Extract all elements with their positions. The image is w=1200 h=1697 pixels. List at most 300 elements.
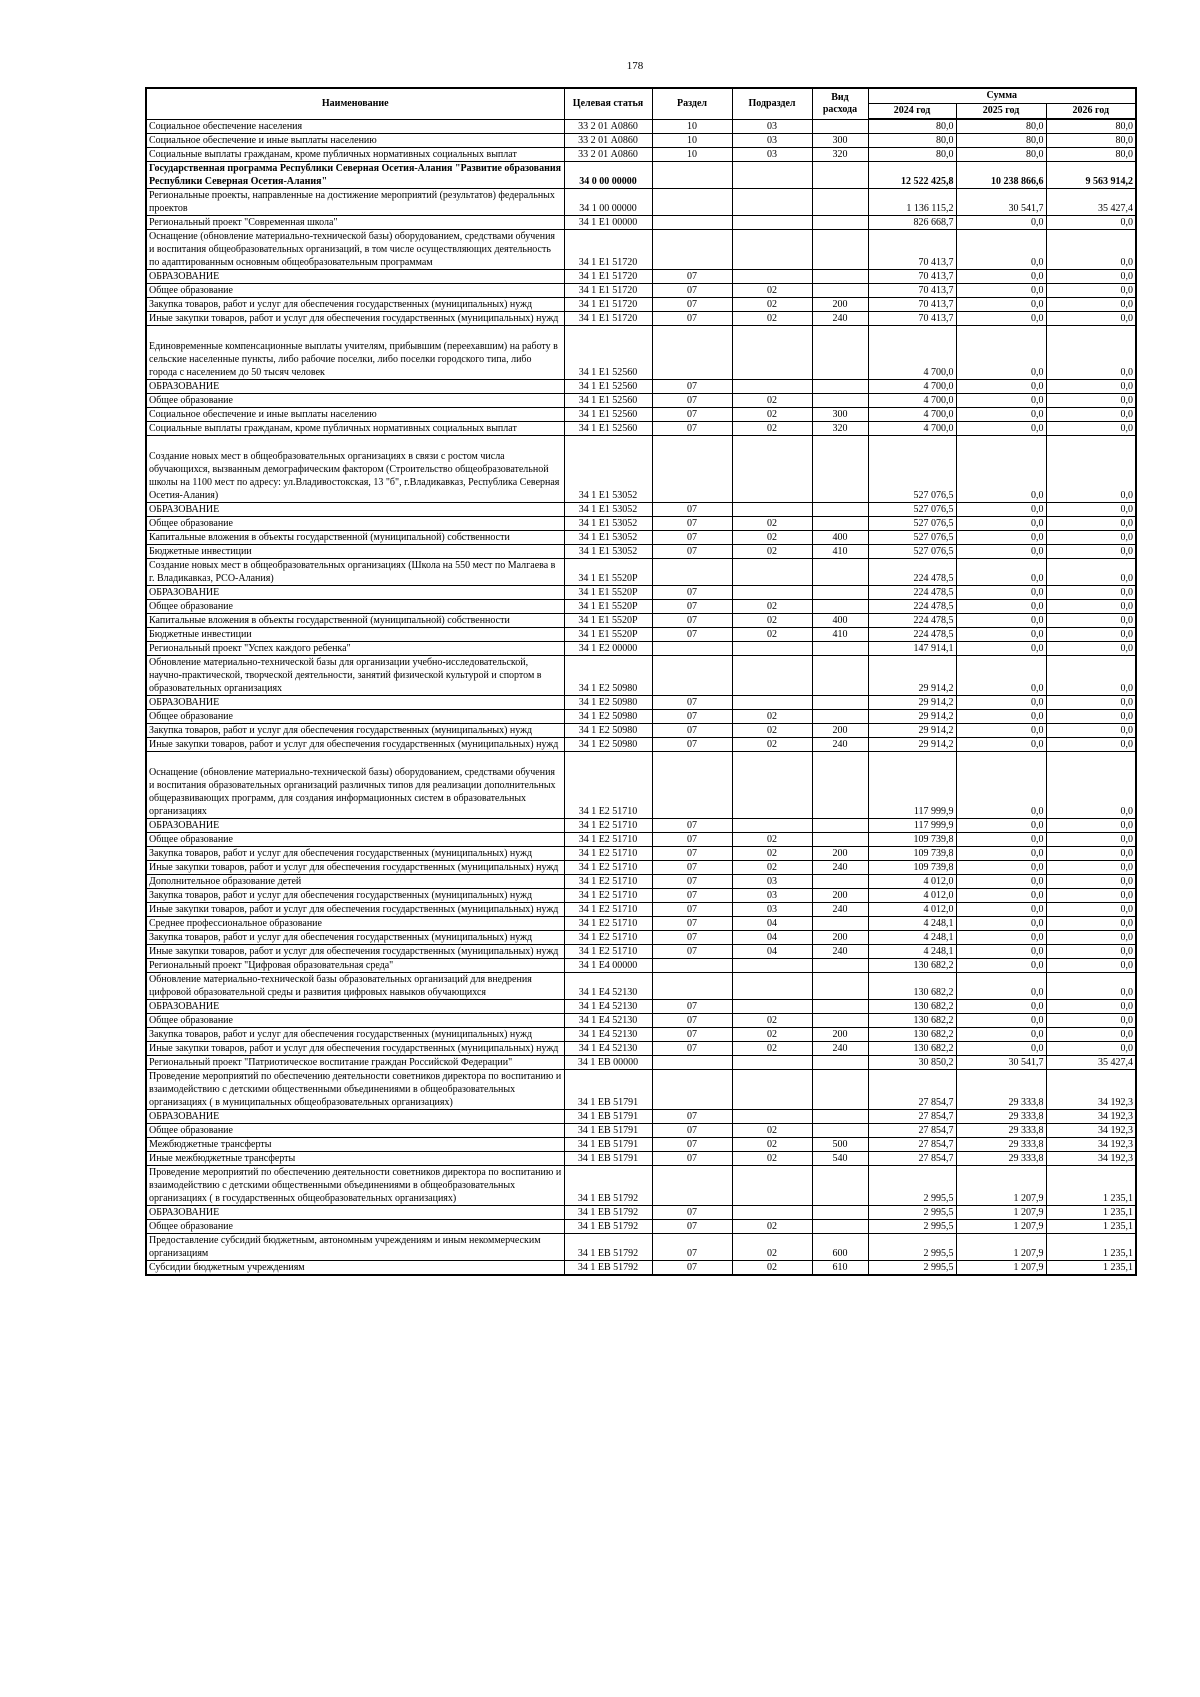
row-sum-2026-cell: 0,0 — [1046, 903, 1136, 917]
row-subsection-cell: 02 — [732, 1220, 812, 1234]
row-sum-2024-cell: 29 914,2 — [868, 710, 956, 724]
row-subsection-cell: 02 — [732, 394, 812, 408]
row-sum-2025-cell: 0,0 — [956, 752, 1046, 819]
row-section-cell: 07 — [652, 1138, 732, 1152]
row-sum-2025-cell: 1 207,9 — [956, 1166, 1046, 1206]
row-sum-2025-cell: 0,0 — [956, 517, 1046, 531]
table-row — [146, 642, 1136, 656]
row-subsection-cell: 02 — [732, 833, 812, 847]
row-sum-2026-cell: 0,0 — [1046, 1028, 1136, 1042]
row-name-cell: Бюджетные инвестиции — [146, 628, 564, 642]
row-sum-2024-cell: 527 076,5 — [868, 503, 956, 517]
row-expense-type-cell — [812, 1014, 868, 1028]
row-sum-2026-cell: 35 427,4 — [1046, 189, 1136, 216]
row-name-cell: ОБРАЗОВАНИЕ — [146, 819, 564, 833]
row-sum-2026-cell: 0,0 — [1046, 545, 1136, 559]
row-target-article-cell: 34 1 Е4 52130 — [564, 1014, 652, 1028]
row-expense-type-cell: 410 — [812, 545, 868, 559]
row-subsection-cell: 02 — [732, 600, 812, 614]
row-section-cell — [652, 162, 732, 189]
row-subsection-cell: 03 — [732, 134, 812, 148]
row-subsection-cell: 02 — [732, 1234, 812, 1261]
row-sum-2024-cell: 30 850,2 — [868, 1056, 956, 1070]
row-section-cell: 07 — [652, 1124, 732, 1138]
row-expense-type-cell — [812, 1220, 868, 1234]
row-subsection-cell: 02 — [732, 847, 812, 861]
row-sum-2024-cell: 70 413,7 — [868, 312, 956, 326]
row-sum-2026-cell: 1 235,1 — [1046, 1261, 1136, 1276]
row-sum-2024-cell: 109 739,8 — [868, 861, 956, 875]
row-sum-2026-cell: 34 192,3 — [1046, 1138, 1136, 1152]
row-sum-2025-cell: 0,0 — [956, 614, 1046, 628]
row-expense-type-cell: 400 — [812, 614, 868, 628]
table-row — [146, 889, 1136, 903]
row-name-cell: Социальные выплаты гражданам, кроме публичных нормативных социальных выплат — [146, 422, 564, 436]
row-expense-type-cell — [812, 1166, 868, 1206]
row-sum-2025-cell: 0,0 — [956, 738, 1046, 752]
row-name-cell: Проведение мероприятий по обеспечению деятельности советников директора по воспитанию и взаимодействию с детскими общественными объединениями в общеобразовательных организациях ( в государственных общеобразовательных организациях) — [146, 1166, 564, 1206]
row-section-cell: 07 — [652, 889, 732, 903]
row-name-cell: Обновление материально-технической базы для организации учебно-исследовательской, научно-практической, творческой деятельности, занятий физической культурой и спортом в образовательных организациях — [146, 656, 564, 696]
row-target-article-cell: 33 2 01 А0860 — [564, 119, 652, 134]
row-section-cell: 07 — [652, 724, 732, 738]
row-target-article-cell: 34 1 Е2 51710 — [564, 917, 652, 931]
row-name-cell: Оснащение (обновление материально-технической базы) оборудованием, средствами обучения и воспитания образовательных организаций различных типов для реализации дополнительных общеразвивающих программ, для создания информационных систем в образовательных организациях — [146, 752, 564, 819]
row-sum-2026-cell: 0,0 — [1046, 710, 1136, 724]
row-target-article-cell: 34 1 Е2 50980 — [564, 724, 652, 738]
row-sum-2026-cell: 80,0 — [1046, 119, 1136, 134]
row-sum-2025-cell: 0,0 — [956, 833, 1046, 847]
row-subsection-cell: 03 — [732, 875, 812, 889]
row-target-article-cell: 34 1 Е1 5520Р — [564, 614, 652, 628]
row-sum-2024-cell: 130 682,2 — [868, 1028, 956, 1042]
row-sum-2025-cell: 10 238 866,6 — [956, 162, 1046, 189]
row-section-cell: 07 — [652, 861, 732, 875]
row-subsection-cell: 02 — [732, 517, 812, 531]
row-target-article-cell: 34 1 ЕВ 51791 — [564, 1138, 652, 1152]
row-target-article-cell: 34 1 Е4 52130 — [564, 1000, 652, 1014]
row-expense-type-cell: 200 — [812, 847, 868, 861]
row-expense-type-cell: 240 — [812, 903, 868, 917]
row-sum-2024-cell: 224 478,5 — [868, 614, 956, 628]
row-expense-type-cell: 410 — [812, 628, 868, 642]
row-sum-2024-cell: 70 413,7 — [868, 230, 956, 270]
row-sum-2024-cell: 4 248,1 — [868, 917, 956, 931]
row-name-cell: Капитальные вложения в объекты государственной (муниципальной) собственности — [146, 531, 564, 545]
row-target-article-cell: 34 1 Е2 51710 — [564, 875, 652, 889]
row-name-cell: Социальные выплаты гражданам, кроме публичных нормативных социальных выплат — [146, 148, 564, 162]
table-row — [146, 436, 1136, 503]
row-sum-2024-cell: 29 914,2 — [868, 724, 956, 738]
table-row — [146, 1206, 1136, 1220]
table-row — [146, 1000, 1136, 1014]
row-sum-2024-cell: 4 012,0 — [868, 889, 956, 903]
row-name-cell: Общее образование — [146, 1220, 564, 1234]
row-sum-2026-cell: 1 235,1 — [1046, 1234, 1136, 1261]
row-subsection-cell — [732, 586, 812, 600]
table-row — [146, 1234, 1136, 1261]
table-row — [146, 931, 1136, 945]
row-expense-type-cell: 240 — [812, 738, 868, 752]
row-target-article-cell: 33 2 01 А0860 — [564, 148, 652, 162]
row-target-article-cell: 34 1 Е1 53052 — [564, 517, 652, 531]
table-row — [146, 1166, 1136, 1206]
row-expense-type-cell — [812, 1206, 868, 1220]
row-expense-type-cell — [812, 230, 868, 270]
row-sum-2026-cell: 0,0 — [1046, 380, 1136, 394]
row-sum-2025-cell: 0,0 — [956, 422, 1046, 436]
row-sum-2024-cell: 4 248,1 — [868, 945, 956, 959]
table-row — [146, 752, 1136, 819]
row-sum-2024-cell: 826 668,7 — [868, 216, 956, 230]
row-subsection-cell: 02 — [732, 1124, 812, 1138]
row-name-cell: Общее образование — [146, 394, 564, 408]
row-name-cell: ОБРАЗОВАНИЕ — [146, 1110, 564, 1124]
row-target-article-cell: 34 1 ЕВ 51792 — [564, 1234, 652, 1261]
row-name-cell: Социальное обеспечение и иные выплаты населению — [146, 134, 564, 148]
table-row — [146, 119, 1136, 134]
row-expense-type-cell: 610 — [812, 1261, 868, 1276]
row-sum-2024-cell: 117 999,9 — [868, 819, 956, 833]
row-subsection-cell — [732, 1110, 812, 1124]
row-section-cell — [652, 326, 732, 380]
row-sum-2026-cell: 34 192,3 — [1046, 1152, 1136, 1166]
row-name-cell: Дополнительное образование детей — [146, 875, 564, 889]
row-sum-2026-cell: 0,0 — [1046, 738, 1136, 752]
row-sum-2026-cell: 0,0 — [1046, 1042, 1136, 1056]
row-expense-type-cell: 200 — [812, 1028, 868, 1042]
row-expense-type-cell: 240 — [812, 861, 868, 875]
row-target-article-cell: 34 1 Е2 51710 — [564, 903, 652, 917]
row-subsection-cell — [732, 696, 812, 710]
table-row — [146, 545, 1136, 559]
row-subsection-cell — [732, 959, 812, 973]
row-sum-2024-cell: 2 995,5 — [868, 1234, 956, 1261]
row-sum-2024-cell: 29 914,2 — [868, 656, 956, 696]
row-target-article-cell: 34 1 ЕВ 51791 — [564, 1070, 652, 1110]
row-sum-2024-cell: 27 854,7 — [868, 1124, 956, 1138]
row-expense-type-cell — [812, 1000, 868, 1014]
row-target-article-cell: 34 1 Е1 5520Р — [564, 586, 652, 600]
row-target-article-cell: 34 1 Е1 52560 — [564, 422, 652, 436]
row-subsection-cell: 02 — [732, 738, 812, 752]
row-sum-2024-cell: 527 076,5 — [868, 531, 956, 545]
table-row — [146, 394, 1136, 408]
row-sum-2024-cell: 224 478,5 — [868, 628, 956, 642]
table-row — [146, 1220, 1136, 1234]
row-sum-2025-cell: 0,0 — [956, 931, 1046, 945]
row-sum-2024-cell: 224 478,5 — [868, 586, 956, 600]
row-name-cell: Региональный проект "Современная школа" — [146, 216, 564, 230]
table-row — [146, 861, 1136, 875]
row-subsection-cell — [732, 656, 812, 696]
row-name-cell: Общее образование — [146, 710, 564, 724]
row-sum-2024-cell: 27 854,7 — [868, 1152, 956, 1166]
row-sum-2026-cell: 0,0 — [1046, 270, 1136, 284]
row-name-cell: Межбюджетные трансферты — [146, 1138, 564, 1152]
row-section-cell: 07 — [652, 270, 732, 284]
row-subsection-cell — [732, 1166, 812, 1206]
row-expense-type-cell: 240 — [812, 312, 868, 326]
row-sum-2025-cell: 0,0 — [956, 973, 1046, 1000]
row-sum-2026-cell: 0,0 — [1046, 819, 1136, 833]
row-expense-type-cell: 500 — [812, 1138, 868, 1152]
row-sum-2026-cell: 1 235,1 — [1046, 1166, 1136, 1206]
row-section-cell — [652, 752, 732, 819]
row-sum-2026-cell: 0,0 — [1046, 889, 1136, 903]
row-expense-type-cell — [812, 1056, 868, 1070]
table-row — [146, 600, 1136, 614]
row-sum-2026-cell: 0,0 — [1046, 628, 1136, 642]
row-expense-type-cell — [812, 216, 868, 230]
row-subsection-cell: 04 — [732, 945, 812, 959]
row-sum-2025-cell: 0,0 — [956, 889, 1046, 903]
row-section-cell: 07 — [652, 614, 732, 628]
row-sum-2025-cell: 0,0 — [956, 819, 1046, 833]
row-target-article-cell: 34 1 Е2 51710 — [564, 752, 652, 819]
row-sum-2026-cell: 0,0 — [1046, 394, 1136, 408]
row-sum-2025-cell: 0,0 — [956, 642, 1046, 656]
row-target-article-cell: 34 1 Е1 52560 — [564, 326, 652, 380]
row-target-article-cell: 34 1 Е1 51720 — [564, 270, 652, 284]
row-name-cell: Социальное обеспечение населения — [146, 119, 564, 134]
row-sum-2026-cell: 0,0 — [1046, 752, 1136, 819]
row-subsection-cell: 02 — [732, 1028, 812, 1042]
row-name-cell: Общее образование — [146, 284, 564, 298]
row-sum-2024-cell: 29 914,2 — [868, 738, 956, 752]
row-expense-type-cell: 320 — [812, 148, 868, 162]
row-target-article-cell: 34 1 ЕВ 51791 — [564, 1124, 652, 1138]
row-section-cell: 07 — [652, 875, 732, 889]
row-subsection-cell: 02 — [732, 1138, 812, 1152]
row-target-article-cell: 34 1 ЕВ 51792 — [564, 1206, 652, 1220]
row-sum-2024-cell: 109 739,8 — [868, 847, 956, 861]
row-subsection-cell: 03 — [732, 889, 812, 903]
row-sum-2025-cell: 0,0 — [956, 270, 1046, 284]
row-sum-2024-cell: 70 413,7 — [868, 284, 956, 298]
table-row — [146, 189, 1136, 216]
table-row — [146, 586, 1136, 600]
table-row — [146, 738, 1136, 752]
row-subsection-cell: 03 — [732, 903, 812, 917]
table-row — [146, 656, 1136, 696]
row-name-cell: Закупка товаров, работ и услуг для обеспечения государственных (муниципальных) нужд — [146, 1028, 564, 1042]
row-name-cell: Общее образование — [146, 1014, 564, 1028]
row-sum-2024-cell: 4 700,0 — [868, 394, 956, 408]
row-subsection-cell: 02 — [732, 284, 812, 298]
row-subsection-cell — [732, 503, 812, 517]
table-row — [146, 819, 1136, 833]
row-name-cell: Региональный проект "Цифровая образовательная среда" — [146, 959, 564, 973]
row-section-cell: 07 — [652, 903, 732, 917]
header-year-2026: 2026 год — [1046, 104, 1136, 120]
row-sum-2025-cell: 1 207,9 — [956, 1220, 1046, 1234]
row-name-cell: Проведение мероприятий по обеспечению деятельности советников директора по воспитанию и взаимодействию с детскими общественными объединениями в общеобразовательных организациях ( в муниципальных общеобразовательных организациях) — [146, 1070, 564, 1110]
table-row — [146, 230, 1136, 270]
row-sum-2025-cell: 80,0 — [956, 119, 1046, 134]
row-sum-2025-cell: 0,0 — [956, 230, 1046, 270]
row-subsection-cell — [732, 230, 812, 270]
row-sum-2025-cell: 0,0 — [956, 600, 1046, 614]
row-subsection-cell: 03 — [732, 119, 812, 134]
row-sum-2026-cell: 0,0 — [1046, 847, 1136, 861]
row-sum-2025-cell: 0,0 — [956, 312, 1046, 326]
row-target-article-cell: 34 1 Е1 5520Р — [564, 600, 652, 614]
row-expense-type-cell: 200 — [812, 889, 868, 903]
row-subsection-cell: 02 — [732, 710, 812, 724]
row-subsection-cell: 02 — [732, 408, 812, 422]
row-sum-2026-cell: 0,0 — [1046, 298, 1136, 312]
row-sum-2025-cell: 0,0 — [956, 1000, 1046, 1014]
row-target-article-cell: 34 1 Е1 52560 — [564, 380, 652, 394]
row-target-article-cell: 34 1 Е2 50980 — [564, 710, 652, 724]
row-sum-2024-cell: 130 682,2 — [868, 973, 956, 1000]
row-sum-2026-cell: 0,0 — [1046, 436, 1136, 503]
row-sum-2025-cell: 29 333,8 — [956, 1152, 1046, 1166]
header-year-2025: 2025 год — [956, 104, 1046, 120]
row-expense-type-cell — [812, 1110, 868, 1124]
row-name-cell: Закупка товаров, работ и услуг для обеспечения государственных (муниципальных) нужд — [146, 847, 564, 861]
row-subsection-cell: 03 — [732, 148, 812, 162]
table-row — [146, 1152, 1136, 1166]
row-name-cell: Региональный проект "Успех каждого ребенка" — [146, 642, 564, 656]
row-expense-type-cell — [812, 559, 868, 586]
table-row — [146, 847, 1136, 861]
row-expense-type-cell — [812, 1070, 868, 1110]
row-sum-2024-cell: 147 914,1 — [868, 642, 956, 656]
row-sum-2026-cell: 0,0 — [1046, 861, 1136, 875]
row-name-cell: Иные закупки товаров, работ и услуг для обеспечения государственных (муниципальных) нужд — [146, 1042, 564, 1056]
row-sum-2026-cell: 1 235,1 — [1046, 1206, 1136, 1220]
row-expense-type-cell: 320 — [812, 422, 868, 436]
row-sum-2026-cell: 34 192,3 — [1046, 1110, 1136, 1124]
row-section-cell: 10 — [652, 148, 732, 162]
row-subsection-cell — [732, 270, 812, 284]
row-section-cell: 07 — [652, 833, 732, 847]
row-subsection-cell: 02 — [732, 312, 812, 326]
row-name-cell: ОБРАЗОВАНИЕ — [146, 270, 564, 284]
row-section-cell: 07 — [652, 1234, 732, 1261]
row-section-cell: 07 — [652, 586, 732, 600]
table-row — [146, 710, 1136, 724]
row-sum-2024-cell: 1 136 115,2 — [868, 189, 956, 216]
row-target-article-cell: 34 1 Е2 51710 — [564, 847, 652, 861]
row-sum-2026-cell: 0,0 — [1046, 973, 1136, 1000]
row-section-cell — [652, 230, 732, 270]
row-sum-2024-cell: 4 012,0 — [868, 875, 956, 889]
row-sum-2024-cell: 4 012,0 — [868, 903, 956, 917]
row-sum-2024-cell: 527 076,5 — [868, 436, 956, 503]
row-subsection-cell — [732, 752, 812, 819]
row-name-cell: ОБРАЗОВАНИЕ — [146, 380, 564, 394]
row-expense-type-cell: 300 — [812, 408, 868, 422]
table-row — [146, 503, 1136, 517]
row-target-article-cell: 34 1 ЕВ 51792 — [564, 1166, 652, 1206]
row-target-article-cell: 34 1 Е1 51720 — [564, 312, 652, 326]
row-sum-2025-cell: 0,0 — [956, 1014, 1046, 1028]
row-expense-type-cell — [812, 284, 868, 298]
row-sum-2026-cell: 0,0 — [1046, 833, 1136, 847]
table-row — [146, 1056, 1136, 1070]
row-sum-2026-cell: 0,0 — [1046, 503, 1136, 517]
row-target-article-cell: 34 1 Е2 51710 — [564, 819, 652, 833]
row-sum-2025-cell: 30 541,7 — [956, 189, 1046, 216]
row-target-article-cell: 34 1 Е2 51710 — [564, 931, 652, 945]
header-sum: Сумма — [868, 88, 1136, 104]
row-subsection-cell — [732, 189, 812, 216]
row-sum-2025-cell: 0,0 — [956, 586, 1046, 600]
row-target-article-cell: 34 1 Е1 51720 — [564, 298, 652, 312]
row-section-cell: 07 — [652, 531, 732, 545]
row-name-cell: Создание новых мест в общеобразовательных организациях в связи с ростом числа обучающихся, вызванным демографическим фактором (Строительство общеобразовательной школы на 1100 мест по адресу: ул.Владивостокская, 13 "б", г.Владикавказ, Республика Северная Осетия-Алания) — [146, 436, 564, 503]
row-sum-2024-cell: 27 854,7 — [868, 1110, 956, 1124]
row-sum-2024-cell: 2 995,5 — [868, 1220, 956, 1234]
row-name-cell: Бюджетные инвестиции — [146, 545, 564, 559]
row-expense-type-cell: 200 — [812, 931, 868, 945]
row-sum-2024-cell: 80,0 — [868, 119, 956, 134]
row-name-cell: Общее образование — [146, 600, 564, 614]
row-section-cell: 07 — [652, 284, 732, 298]
row-sum-2024-cell: 2 995,5 — [868, 1166, 956, 1206]
row-sum-2024-cell: 2 995,5 — [868, 1261, 956, 1276]
table-row — [146, 270, 1136, 284]
row-section-cell: 07 — [652, 945, 732, 959]
row-subsection-cell: 02 — [732, 628, 812, 642]
row-subsection-cell — [732, 380, 812, 394]
row-subsection-cell: 02 — [732, 1152, 812, 1166]
row-subsection-cell: 02 — [732, 1261, 812, 1276]
row-sum-2025-cell: 0,0 — [956, 1028, 1046, 1042]
table-row — [146, 326, 1136, 380]
row-sum-2026-cell: 0,0 — [1046, 517, 1136, 531]
row-section-cell: 07 — [652, 1000, 732, 1014]
row-expense-type-cell — [812, 326, 868, 380]
row-section-cell — [652, 1166, 732, 1206]
row-sum-2024-cell: 2 995,5 — [868, 1206, 956, 1220]
row-expense-type-cell: 540 — [812, 1152, 868, 1166]
row-name-cell: Предоставление субсидий бюджетным, автономным учреждениям и иным некоммерческим организациям — [146, 1234, 564, 1261]
row-subsection-cell — [732, 559, 812, 586]
row-section-cell: 07 — [652, 1110, 732, 1124]
row-expense-type-cell: 240 — [812, 1042, 868, 1056]
row-name-cell: Иные закупки товаров, работ и услуг для обеспечения государственных (муниципальных) нужд — [146, 861, 564, 875]
row-sum-2025-cell: 0,0 — [956, 628, 1046, 642]
row-expense-type-cell — [812, 959, 868, 973]
row-section-cell: 07 — [652, 408, 732, 422]
row-target-article-cell: 34 1 Е2 51710 — [564, 861, 652, 875]
row-expense-type-cell — [812, 189, 868, 216]
row-section-cell: 07 — [652, 847, 732, 861]
row-section-cell: 07 — [652, 696, 732, 710]
row-sum-2025-cell: 0,0 — [956, 696, 1046, 710]
table-row — [146, 408, 1136, 422]
row-expense-type-cell — [812, 752, 868, 819]
row-expense-type-cell: 300 — [812, 134, 868, 148]
row-sum-2024-cell: 224 478,5 — [868, 600, 956, 614]
row-sum-2025-cell: 0,0 — [956, 656, 1046, 696]
row-expense-type-cell — [812, 517, 868, 531]
row-sum-2025-cell: 80,0 — [956, 148, 1046, 162]
row-name-cell: Общее образование — [146, 1124, 564, 1138]
row-subsection-cell: 02 — [732, 861, 812, 875]
row-section-cell: 07 — [652, 517, 732, 531]
row-section-cell — [652, 436, 732, 503]
row-name-cell: Государственная программа Республики Северная Осетия-Алания "Развитие образования Республики Северная Осетия-Алания" — [146, 162, 564, 189]
row-section-cell — [652, 189, 732, 216]
table-row — [146, 959, 1136, 973]
row-expense-type-cell — [812, 600, 868, 614]
row-expense-type-cell — [812, 503, 868, 517]
